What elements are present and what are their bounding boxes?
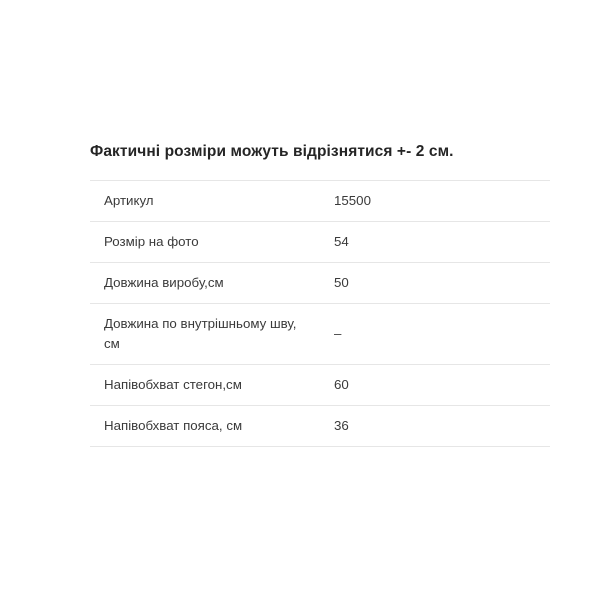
row-label: Довжина виробу,см <box>104 274 224 290</box>
size-chart-table <box>90 180 550 447</box>
table-row <box>90 405 550 446</box>
row-label: Розмір на фото <box>104 233 199 249</box>
table-row <box>90 262 550 303</box>
row-label: Напівобхват пояса, см <box>104 417 243 433</box>
row-value: – <box>334 325 342 341</box>
table-row <box>90 181 550 222</box>
row-label: Артикул <box>104 193 154 209</box>
row-value: 54 <box>334 233 349 249</box>
row-label: Довжина по внутрішньому шву, см <box>104 315 297 351</box>
row-value: 60 <box>334 376 349 392</box>
row-value: 15500 <box>334 193 371 209</box>
table-row <box>90 364 550 405</box>
row-value: 50 <box>334 274 349 290</box>
row-label: Напівобхват стегон,см <box>104 376 242 392</box>
row-value: 36 <box>334 417 349 433</box>
table-row <box>90 221 550 262</box>
table-row <box>90 303 550 364</box>
page-title: Фактичні розміри можуть відрізнятися +- 2 см. <box>90 143 454 160</box>
